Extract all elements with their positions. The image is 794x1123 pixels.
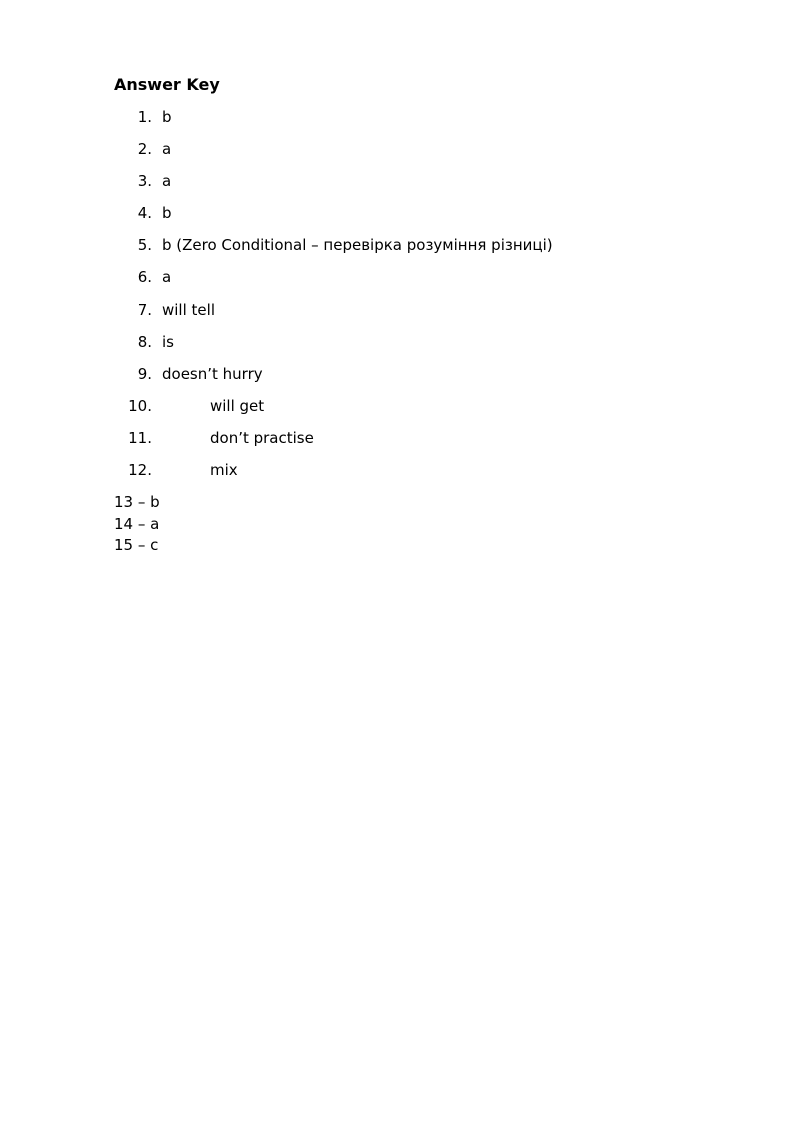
- list-item-number: 7.: [137, 300, 152, 319]
- list-item-answer: will get: [210, 396, 265, 415]
- list-item-number: 10.: [128, 396, 152, 415]
- list-item-answer: don’t practise: [210, 428, 314, 447]
- list-item: [0, 266, 794, 298]
- answer-line: 14 – a: [114, 514, 160, 533]
- list-item: [0, 427, 794, 459]
- list-item-number: 12.: [128, 461, 152, 480]
- list-item: [0, 106, 794, 138]
- answer-line: 15 – c: [114, 536, 159, 555]
- list-item: [0, 234, 794, 266]
- list-item-answer: a: [162, 268, 172, 287]
- list-item-number: 6.: [137, 268, 152, 287]
- list-item-number: 9.: [137, 364, 152, 383]
- list-item-number: 1.: [137, 108, 152, 126]
- list-item: [0, 170, 794, 202]
- list-item: [0, 299, 794, 331]
- list-item: [0, 202, 794, 234]
- page-title: Answer Key: [114, 75, 220, 94]
- answer-line: 13 – b: [114, 493, 160, 511]
- list-item-answer: b (Zero Conditional – перевірка розуміння різниці): [162, 236, 553, 255]
- list-item: [0, 138, 794, 170]
- list-item: [0, 459, 794, 491]
- list-item-answer: b: [162, 204, 172, 223]
- list-item-number: 11.: [128, 428, 152, 447]
- list-item-number: 5.: [137, 236, 152, 255]
- list-item: [0, 331, 794, 363]
- list-item: [0, 363, 794, 395]
- list-item-answer: is: [162, 332, 174, 351]
- list-item-number: 2.: [137, 140, 152, 159]
- list-item-answer: a: [162, 140, 172, 159]
- list-item-number: 8.: [137, 332, 152, 351]
- list-item-number: 4.: [137, 204, 152, 223]
- list-item-number: 3.: [137, 172, 152, 191]
- list-item-answer: mix: [210, 461, 238, 480]
- list-item-answer: b: [162, 108, 172, 126]
- list-item-answer: a: [162, 172, 172, 191]
- list-item-answer: doesn’t hurry: [162, 364, 263, 383]
- numbered-answer-list: [0, 106, 794, 491]
- list-item-answer: will tell: [162, 300, 215, 319]
- list-item: [0, 395, 794, 427]
- plain-answer-lines: [114, 492, 160, 557]
